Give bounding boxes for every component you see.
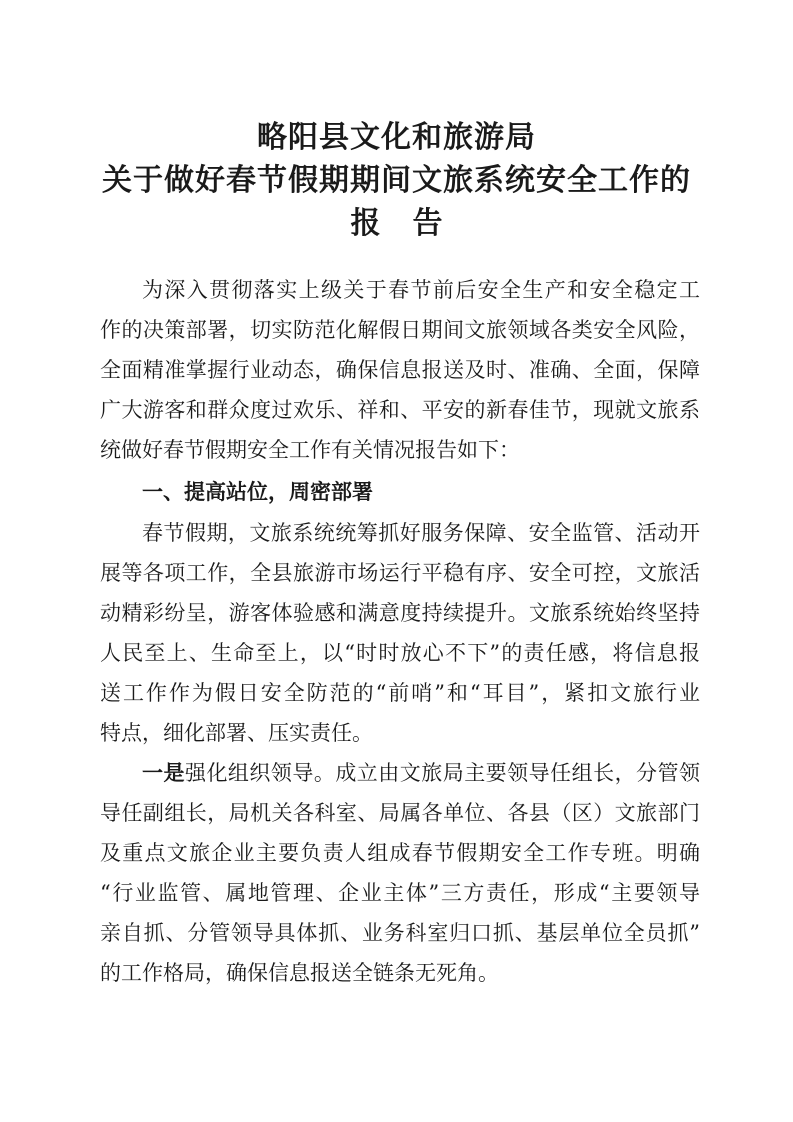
- paragraph-line: 送工作作为假日安全防范的“前哨”和“耳目”，紧扣文旅行业: [100, 681, 700, 705]
- paragraph-line: 亲自抓、分管领导具体抓、业务科室归口抓、基层单位全员抓”: [100, 921, 700, 945]
- section-heading-1: [100, 472, 700, 512]
- paragraph-line: 人民至上、生命至上，以“时时放心不下”的责任感，将信息报: [100, 641, 700, 665]
- title-char-bao: 报: [350, 206, 381, 241]
- point-1-paragraph: [100, 753, 700, 993]
- paragraph-line: 动精彩纷呈，游客体验感和满意度持续提升。文旅系统始终坚持: [100, 601, 700, 625]
- document-title-line-1: 略阳县文化和旅游局: [257, 120, 536, 155]
- paragraph-line: [100, 753, 700, 793]
- paragraph-line: 为深入贯彻落实上级关于春节前后安全生产和安全稳定工: [142, 278, 700, 302]
- paragraph-line: “行业监管、属地管理、企业主体”三方责任，形成“主要领导: [100, 881, 700, 905]
- title-char-gao: 告: [412, 206, 443, 241]
- paragraph-line: 展等各项工作，全县旅游市场运行平稳有序、安全可控，文旅活: [100, 561, 700, 585]
- paragraph-line: 作的决策部署，切实防范化解假日期间文旅领域各类安全风险，: [100, 318, 700, 342]
- intro-paragraph: [100, 270, 700, 470]
- section-1-paragraph: [100, 513, 700, 753]
- document-title-line-3: [0, 206, 793, 242]
- paragraph-line: 及重点文旅企业主要负责人组成春节假期安全工作专班。明确: [100, 841, 700, 865]
- paragraph-line: 统做好春节假期安全工作有关情况报告如下：: [100, 438, 520, 462]
- paragraph-line: 的工作格局，确保信息报送全链条无死角。: [100, 961, 499, 985]
- document-title-line-2: 关于做好春节假期期间文旅系统安全工作的: [102, 163, 691, 198]
- paragraph-line: 春节假期，文旅系统统筹抓好服务保障、安全监管、活动开: [142, 521, 700, 545]
- point-1-first-line-text: 强化组织领导。成立由文旅局主要领导任组长，分管领: [184, 761, 700, 785]
- section-heading-text: 一、提高站位，周密部署: [142, 480, 373, 504]
- paragraph-line: 特点，细化部署、压实责任。: [100, 721, 373, 745]
- paragraph-line: 广大游客和群众度过欢乐、祥和、平安的新春佳节，现就文旅系: [100, 398, 700, 422]
- paragraph-line: 导任副组长，局机关各科室、局属各单位、各县（区）文旅部门: [100, 801, 700, 825]
- paragraph-line: 全面精准掌握行业动态，确保信息报送及时、准确、全面，保障: [100, 358, 700, 382]
- point-lead: 一是: [142, 761, 185, 785]
